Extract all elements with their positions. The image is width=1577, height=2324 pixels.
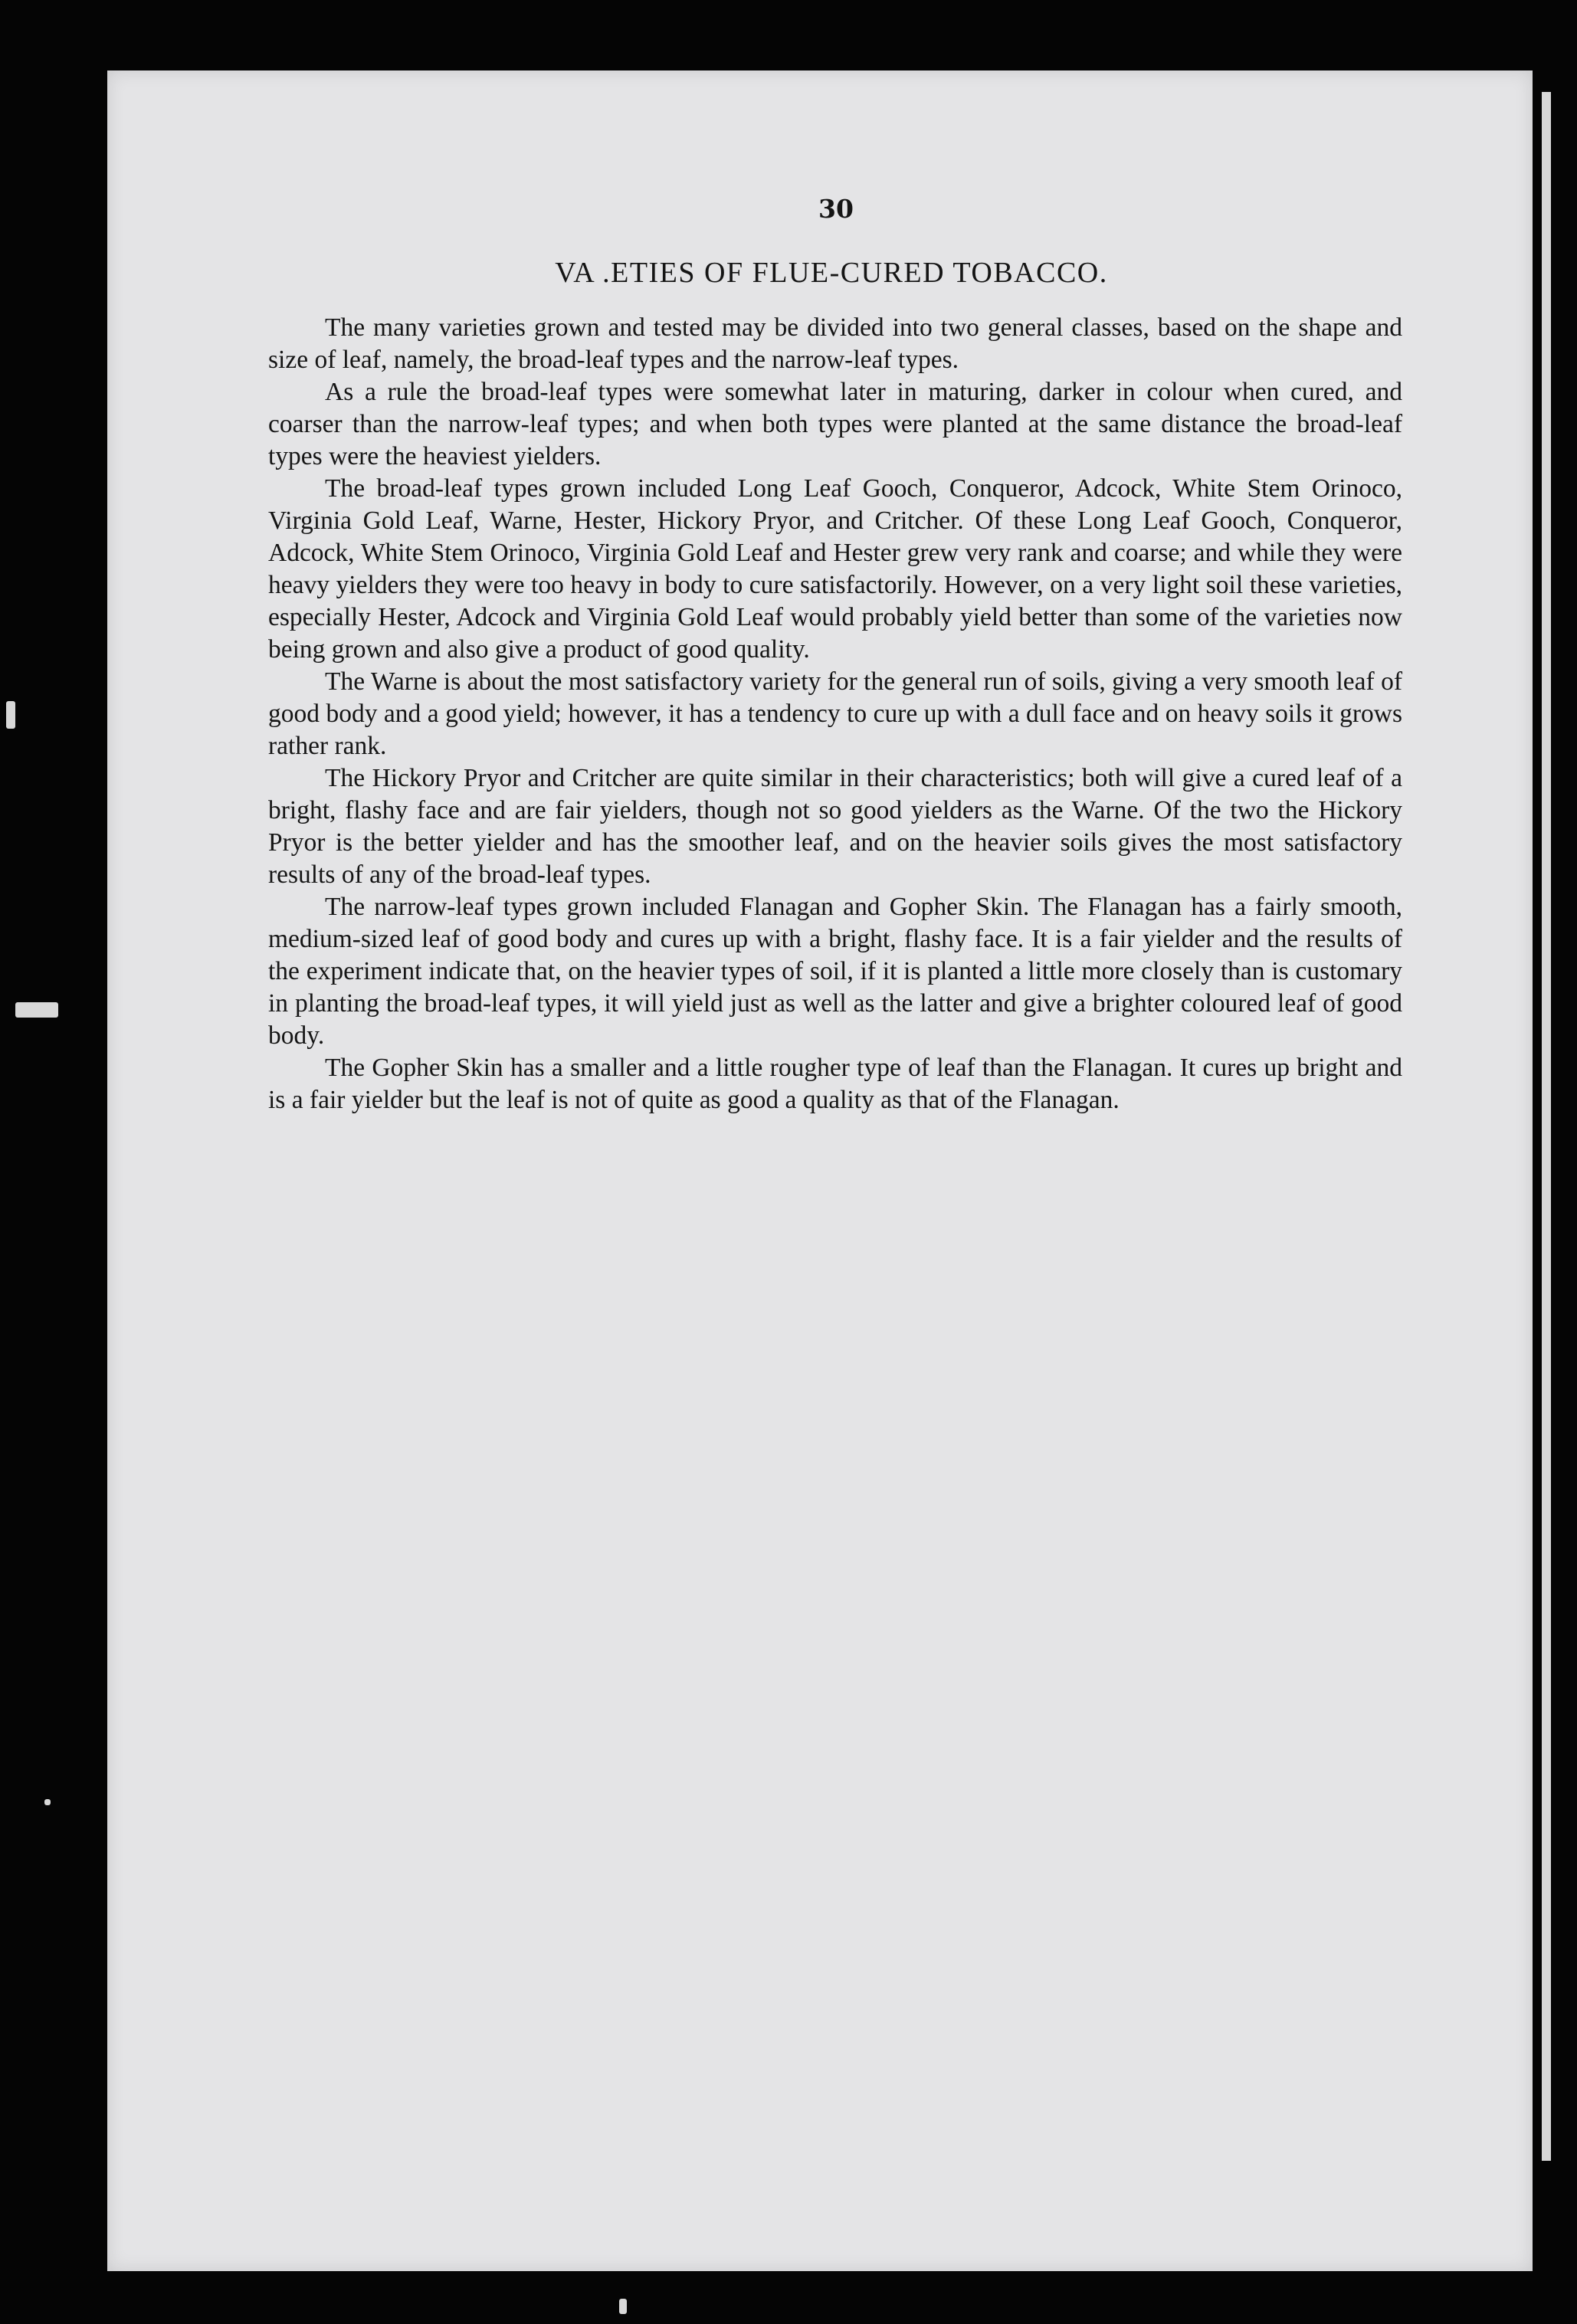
adjacent-page-edge (1542, 92, 1551, 2161)
paragraph: The Warne is about the most satisfactory variety for the general run of soils, giving a very smooth leaf of good body and a good yield; however, it has a tendency to cure up with a dull face and on heavy soils it grows rather rank. (268, 667, 1402, 760)
margin-speck (44, 1799, 51, 1805)
page-number: 30 (818, 194, 854, 224)
paragraph: The Hickory Pryor and Critcher are quite similar in their characteristics; both will give a cured leaf of a bright, flashy face and are fair yielders, though not so good yielders as the Warne. Of the two the Hickory Pryor is the better yielder and has the smoother leaf, and on the heavier soils gives the most satisfactory results of any of the broad-leaf types. (268, 764, 1402, 889)
paragraph: The narrow-leaf types grown included Flanagan and Gopher Skin. The Flanagan has a fairly smooth, medium-sized leaf of good body and cures up with a bright, flashy face. It is a fair yielder and the results of the experiment indicate that, on the heavier types of soil, if it is planted a little more closely than is customary in planting the broad-leaf types, it will yield just as well as the latter and give a brighter coloured leaf of good body. (268, 893, 1402, 1050)
body-text (268, 312, 1402, 1116)
margin-speck (619, 2299, 627, 2314)
paragraph: As a rule the broad-leaf types were somewhat later in maturing, darker in colour when cured, and coarser than the narrow-leaf types; and when both types were planted at the same distance the broad-leaf types were the heaviest yielders. (268, 378, 1402, 470)
paragraph: The many varieties grown and tested may be divided into two general classes, based on the shape and size of leaf, namely, the broad-leaf types and the narrow-leaf types. (268, 313, 1402, 374)
paragraph: The broad-leaf types grown included Long Leaf Gooch, Conqueror, Adcock, White Stem Orinoco, Virginia Gold Leaf, Warne, Hester, Hickory Pryor, and Critcher. Of these Long Leaf Gooch, Conqueror, Adcock, White Stem Orinoco, Virginia Gold Leaf and Hester grew very rank and coarse; and while they were heavy yielders they were too heavy in body to cure satisfactorily. However, on a very light soil these varieties, especially Hester, Adcock and Virginia Gold Leaf would probably yield better than some of the varieties now being grown and also give a product of good quality. (268, 474, 1402, 664)
paragraph: The Gopher Skin has a smaller and a little rougher type of leaf than the Flanagan. It cures up bright and is a fair yielder but the leaf is not of quite as good a quality as that of the Flanagan. (268, 1054, 1402, 1114)
margin-speck (15, 1002, 58, 1018)
section-heading: VA .ETIES OF FLUE-CURED TOBACCO. (555, 257, 1108, 289)
margin-speck (6, 701, 15, 729)
